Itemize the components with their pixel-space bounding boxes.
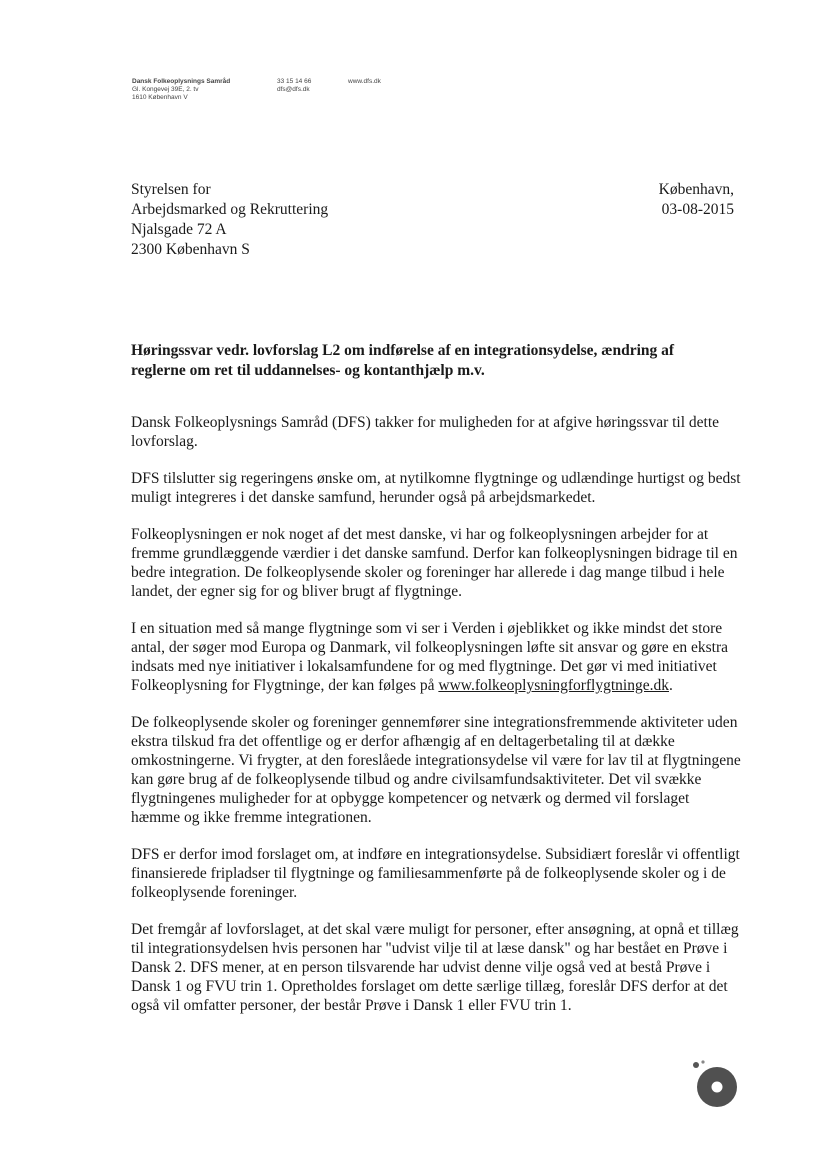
paragraph: Det fremgår af lovforslaget, at det skal være muligt for personer, efter ansøgning, at opnå et tillæg til integrationsydelsen hvis personen har "udvist vilje til at læse dansk" og har bestået en Prøve i Dansk 2. DFS mener, at en person tilsvarende har udvist denne vilje også ved at bestå Prøve i Dansk 1 og FVU trin 1. Opretholdes forslaget om dette særlige tillæg, foreslår DFS derfor at det også vil omfatter personer, der består Prøve i Dansk 1 eller FVU trin 1. xyxy=(131,921,739,1014)
address-line1: Gl. Kongevej 39E, 2. tv xyxy=(132,86,199,94)
recipient-line: Arbejdsmarked og Rekruttering xyxy=(131,201,329,218)
email: dfs@dfs.dk xyxy=(277,86,310,94)
paragraph: DFS tilslutter sig regeringens ønske om, at nytilkomne flygtninge og udlændinge hurtigst og bedst muligt integreres i det danske samfund, herunder også på arbejdsmarkedet. xyxy=(131,470,741,506)
date-block xyxy=(659,180,734,220)
address-line2: 1610 København V xyxy=(132,94,188,102)
letterhead-contact xyxy=(277,78,311,94)
org-name: Dansk Folkeoplysnings Samråd xyxy=(132,78,231,85)
recipient-line: 2300 København S xyxy=(131,241,250,258)
letterhead-address xyxy=(132,78,230,103)
date-value: 03-08-2015 xyxy=(661,201,734,218)
paragraph: DFS er derfor imod forslaget om, at indføre en integrationsydelse. Subsidiært foreslår vi offentligt finansierede fripladser til flygtninge og familiesammenførte på de folkeoplysende skoler og i de folkeoplysende foreninger. xyxy=(131,846,740,901)
letter-body xyxy=(131,413,741,1033)
paragraph: De folkeoplysende skoler og foreninger gennemfører sine integrationsfremmende aktiviteter uden ekstra tilskud fra det offentlige og er derfor afhængig af en deltagerbetaling til at dække omkostningerne. Vi frygter, at den foreslåede integrationsydelse vil være for lav til at flygtningene kan gøre brug af de folkeoplysende tilbud og andre civilsamfundsaktiviteter. Det vil svække flygtningenes muligheder for at opbygge kompetencer og netværk og dermed vil forslaget hæmme og ikke fremme integrationen. xyxy=(131,714,741,826)
paragraph: Folkeoplysningen er nok noget af det mest danske, vi har og folkeoplysningen arbejder for at fremme grundlæggende værdier i det danske samfund. Derfor kan folkeoplysningen bidrage til en bedre integration. De folkeoplysende skoler og foreninger har allerede i dag mange tilbud i hele landet, der egner sig for og bliver brugt af flygtninge. xyxy=(131,526,738,600)
subject-heading: Høringssvar vedr. lovforslag L2 om indførelse af en integrationsydelse, ændring af reglerne om ret til uddannelses- og kontanthjælp m.v. xyxy=(131,342,675,379)
paragraph-situation xyxy=(131,619,741,695)
paragraph-suffix: . xyxy=(668,677,673,694)
date-place: København, xyxy=(658,181,734,198)
phone: 33 15 14 66 xyxy=(277,78,312,85)
recipient-block xyxy=(131,180,328,260)
paragraph-text: I en situation med så mange flygtninge som vi ser i Verden i øjeblikket og ikke mindst det store antal, der søger mod Europa og Danmark, vil folkeoplysningen løfte sit ansvar og gøre en ekstra indsats med nye initiativer i lokalsamfundene for og med flygtninge. Det gør vi med initiativet Folkeoplysning for Flygtninge, der kan følges på xyxy=(131,620,729,694)
website: www.dfs.dk xyxy=(348,78,381,85)
dfs-logo-icon xyxy=(688,1057,740,1109)
recipient-line: Njalsgade 72 A xyxy=(131,221,227,238)
recipient-line: Styrelsen for xyxy=(131,181,211,198)
website-link[interactable]: www.folkeoplysningforflygtninge.dk xyxy=(438,677,669,694)
paragraph: Dansk Folkeoplysnings Samråd (DFS) takker for muligheden for at afgive høringssvar til dette lovforslag. xyxy=(131,414,720,450)
